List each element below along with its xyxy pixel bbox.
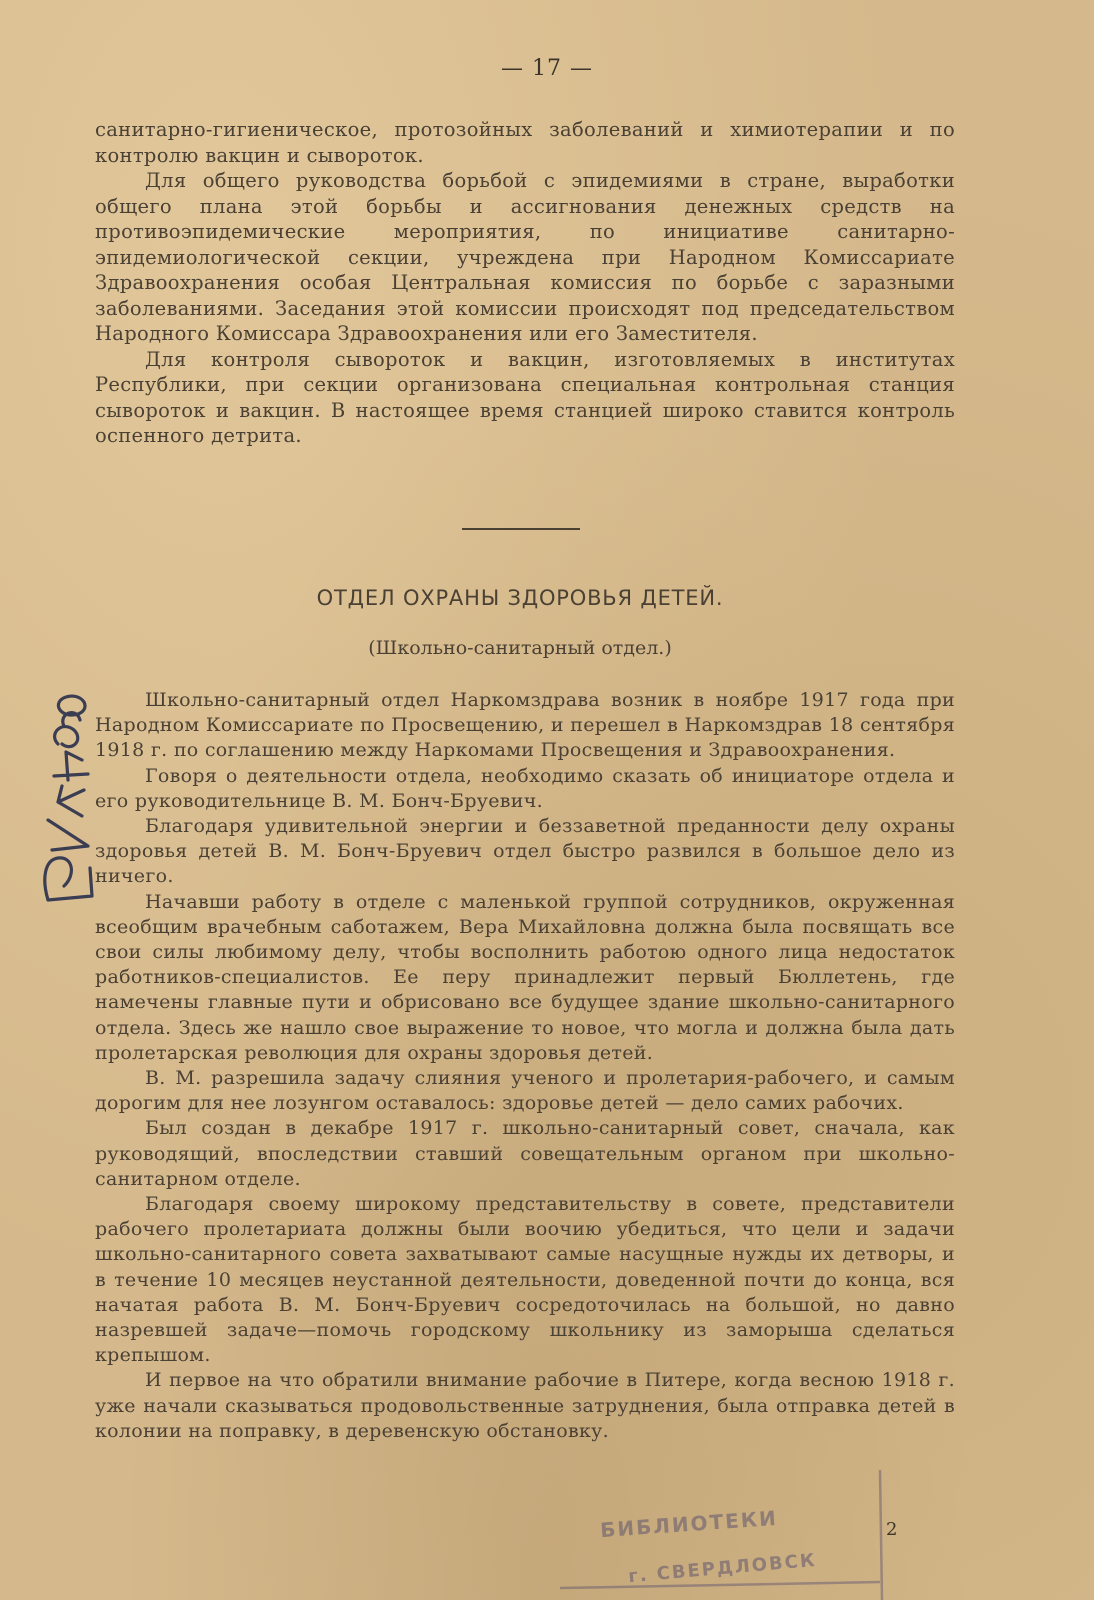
paragraph: Благодаря удивительной энергии и беззаветной преданности делу охраны здоровья детей В. М. Бонч-Бруевич отдел быстро развился в большое дело из ничего. bbox=[95, 815, 955, 888]
page-number: — 17 — bbox=[501, 56, 593, 81]
paragraph: Школьно-санитарный отдел Наркомздрава возник в ноябре 1917 года при Народном Комиссариате по Просвещению, и перешел в Наркомздрав 18 сентября 1918 г. по соглашению между Наркомами Просвещения и Здравоохранения. bbox=[95, 689, 955, 762]
paragraph: Для общего руководства борьбой с эпидемиями в стране, выработки общего плана этой борьбы и ассигнования денежных средств на противоэпидемические мероприятия, по инициативе санитарно-эпидемиологической секции, учреждена при Народном Комиссариате Здравоохранения особая Центральная комиссия по борьбе с заразными заболеваниями. Заседания этой комиссии происходят под председательством Народного Комиссара Здравоохранения или его Заместителя. bbox=[95, 169, 955, 345]
section-heading: ОТДЕЛ ОХРАНЫ ЗДОРОВЬЯ ДЕТЕЙ. bbox=[316, 586, 724, 610]
handwritten-margin-note bbox=[18, 690, 108, 910]
paragraph: В. М. разрешила задачу слияния ученого и пролетария-рабочего, и самым дорогим для нее лозунгом оставалось: здоровье детей — дело самих рабочих. bbox=[95, 1067, 955, 1115]
paragraph: Начавши работу в отделе с маленькой группой сотрудников, окруженная всеобщим врачебным саботажем, Вера Михайловна должна была посвящать все свои силы любимому делу, чтобы восполнить работою одного лица недостаток работников-специалистов. Ее перу принадлежит первый Бюллетень, где намечены главные пути и обрисовано все будущее здание школьно-санитарного отдела. Здесь же нашло свое выражение то новое, что могла и должна была дать пролетарская революция для охраны здоровья детей. bbox=[95, 890, 955, 1064]
paragraph: Говоря о деятельности отдела, необходимо сказать об инициаторе отдела и его руководительнице В. М. Бонч-Бруевич. bbox=[95, 764, 955, 812]
paragraph: Благодаря своему широкому представительству в совете, представители рабочего пролетариата должны были воочию убедиться, что цели и задачи школьно-санитарного совета захватывают самые насущные нужды их детворы, и в течение 10 месяцев неустанной деятельности, доведенной почти до конца, вся начатая работа В. М. Бонч-Бруевич сосредоточилась на большой, но давно назревшей задаче—помочь городскому школьнику из заморыша сделаться крепышом. bbox=[95, 1193, 955, 1367]
paragraph: Для контроля сывороток и вакцин, изготовляемых в институтах Республики, при секции организована специальная контрольная станция сывороток и вакцин. В настоящее время станцией широко ставится контроль оспенного детрита. bbox=[95, 347, 955, 447]
stamp-number: 2 bbox=[886, 1519, 898, 1540]
paragraph: санитарно-гигиеническое, протозойных заболеваний и химиотерапии и по контролю вакцин и сывороток. bbox=[95, 118, 955, 167]
section-divider bbox=[462, 528, 580, 530]
top-text-block bbox=[95, 117, 955, 449]
main-text-block bbox=[95, 688, 955, 1444]
stamp-text-line: БИБЛИОТЕКИ bbox=[599, 1505, 779, 1543]
stamp-text-line: г. СВЕРДЛОВСК bbox=[627, 1549, 818, 1588]
section-subheading: (Школьно-санитарный отдел.) bbox=[368, 637, 672, 659]
paragraph: Был создан в декабре 1917 г. школьно-санитарный совет, сначала, как руководящий, впоследствии ставший совещательным органом при школьно-санитарном отделе. bbox=[95, 1117, 955, 1190]
paragraph: И первое на что обратили внимание рабочие в Питере, когда весною 1918 г. уже начали сказываться продовольственные затруднения, была отправка детей в колонии на поправку, в деревенскую обстановку. bbox=[95, 1369, 955, 1442]
